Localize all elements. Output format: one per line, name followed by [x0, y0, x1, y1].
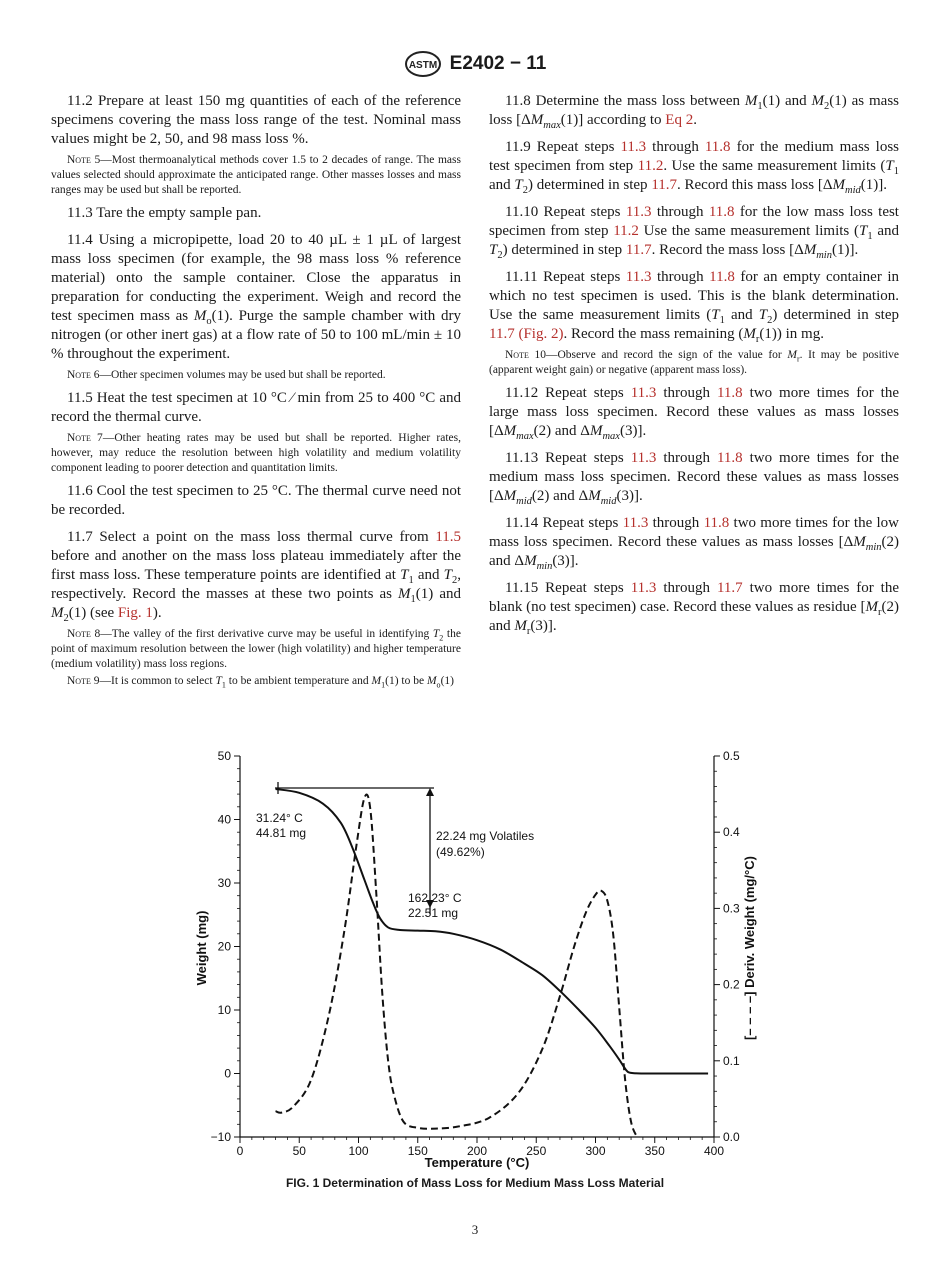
para-11-2: 11.2 Prepare at least 150 mg quantities of each of the reference specimens covering the mass loss range of the test. Nominal mass values might be 2, 50, and 98 mass loss %. — [51, 93, 462, 147]
note-9: Note 9—It is common to select $T_1$ to be ambient temperature and $M_1(1)$ to be $M_o(1)$ — [67, 675, 454, 690]
right-column — [489, 92, 899, 644]
link-11-8[interactable]: 11.8 — [716, 450, 743, 466]
x-tick-label: 400 — [703, 1144, 725, 1158]
link-11-7[interactable]: 11.7 — [716, 580, 743, 596]
link-11-3[interactable]: 11.3 — [630, 580, 657, 596]
link-11-3[interactable]: 11.3 — [630, 450, 657, 466]
link-11-7[interactable]: 11.7 — [651, 177, 678, 193]
link-11-8[interactable]: 11.8 — [716, 385, 743, 401]
x-axis-title: Temperature (°C) — [424, 1155, 530, 1170]
link-11-2[interactable]: 11.2 — [637, 158, 664, 174]
link-11-8[interactable]: 11.8 — [708, 204, 735, 220]
para-11-3: 11.3 Tare the empty sample pan. — [67, 205, 262, 221]
left-column — [51, 92, 461, 695]
y-axis-title: Weight (mg) — [194, 910, 209, 986]
chart-axes — [240, 756, 714, 1137]
para-11-7: 11.7 Select a point on the mass loss thermal curve from 11.5 before and another on the mass loss plateau immediately after the first mass loss. These temperature points are identified at $T_1$ and $T_2$, respectively. Record the masses at these two points as $M_1(1)$ and $M_2(1)$ (see Fig. 1). — [51, 529, 462, 624]
annot-end-mass: 22.51 mg — [408, 906, 459, 920]
link-11-8[interactable]: 11.8 — [703, 515, 730, 531]
page-header — [0, 50, 950, 78]
y-tick-label: 20 — [217, 939, 231, 954]
y-tick-label: 10 — [217, 1003, 231, 1017]
link-11-5[interactable]: 11.5 — [435, 529, 462, 545]
volatiles-arrow-up — [426, 788, 434, 796]
y-tick-label: 0 — [224, 1066, 231, 1081]
note-5: Note 5—Most thermoanalytical methods cover 1.5 to 2 decades of range. The mass values selected should approximate the anticipated range. Other masses losses and mass ranges may be used but shall be reported. — [51, 154, 461, 196]
para-11-11: 11.11 Repeat steps 11.3 through 11.8 for an empty container in which no test specimen is used. This is the blank determination. Use the same measurement limits ($T_1$ and $T_2$) determined in step 11.7 (Fig. 2). Record the mass remaining $(M_r(1))$ in mg. — [489, 269, 899, 345]
logo-text: ASTM — [408, 60, 437, 71]
para-11-5: 11.5 Heat the test specimen at 10 °C ⁄ min from 25 to 400 °C and record the thermal curve. — [51, 390, 462, 425]
para-11-10: 11.10 Repeat steps 11.3 through 11.8 for the low mass loss test specimen from step 11.2 Use the same measurement limits ($T_1$ and $T_2$) determined in step 11.7. Record the mass loss $[\Delta M_{min}(1)]$. — [489, 204, 899, 261]
note-10: Note 10—Observe and record the sign of the value for $M_r$. It may be positive (apparent weight gain) or negative (apparent mass loss). — [489, 349, 900, 376]
link-11-3[interactable]: 11.3 — [630, 385, 657, 401]
standard-designation: E2402 − 11 — [449, 53, 547, 74]
x-tick-label: 250 — [526, 1144, 547, 1158]
page-number: 3 — [471, 1222, 479, 1237]
link-11-7[interactable]: 11.7 — [489, 326, 515, 342]
para-11-9: 11.9 Repeat steps 11.3 through 11.8 for the medium mass loss test specimen from step 11.2. Use the same measurement limits ($T_1$ and $T_2$) determined in step 11.7. Record this mass loss $[\Delta M_{mid}(1)]$. — [489, 139, 900, 196]
para-11-15: 11.15 Repeat steps 11.3 through 11.7 two more times for the blank (no test specimen) case. Record these values as residue [$M_r(2)$ and $M_r(3)$]. — [489, 580, 900, 637]
x-tick-label: 50 — [292, 1144, 306, 1158]
x-tick-label: 350 — [644, 1144, 665, 1158]
annot-start-temp: 31.24° C — [256, 811, 303, 825]
annot-end-temp: 162.23° C — [408, 891, 462, 905]
link-fig-1[interactable]: Fig. 1 — [117, 605, 153, 621]
annot-start-mass: 44.81 mg — [256, 826, 307, 840]
annot-volatiles-pct: (49.62%) — [436, 845, 485, 859]
link-11-8[interactable]: 11.8 — [709, 269, 735, 285]
y2-tick-label: 0.3 — [723, 901, 740, 916]
x-tick-label: 200 — [466, 1144, 488, 1158]
link-eq-2[interactable]: Eq 2 — [665, 112, 694, 128]
para-11-8: 11.8 Determine the mass loss between $M_1(1)$ and $M_2(1)$ as mass loss $[\Delta M_{max}(1)]$ according to Eq 2. — [489, 93, 899, 131]
note-7: Note 7—Other heating rates may be used but shall be reported. Higher rates, however, may reduce the resolution between high volatility and medium volatility component leading to poorer detection and quantitation limits. — [51, 432, 461, 474]
para-11-12: 11.12 Repeat steps 11.3 through 11.8 two more times for the large mass loss specimen. Record these values as mass losses [$\Delta M_{max}(2)$ and $\Delta M_{max}(3)$]. — [489, 385, 900, 442]
y2-axis-title: [– – – –] Deriv. Weight (mg/°C) — [742, 856, 757, 1040]
y-tick-label: −10 — [210, 1130, 231, 1144]
y-tick-label: 50 — [217, 749, 231, 763]
y2-tick-label: 0.2 — [723, 977, 740, 992]
para-11-13: 11.13 Repeat steps 11.3 through 11.8 two more times for the medium mass loss specimen. Record these values as mass losses [$\Delta M_{mid}(2)$ and $\Delta M_{mid}(3)$]. — [489, 450, 900, 507]
x-tick-label: 0 — [236, 1144, 244, 1158]
x-tick-label: 300 — [585, 1144, 606, 1158]
link-11-7[interactable]: 11.7 — [625, 242, 652, 258]
link-11-3[interactable]: 11.3 — [625, 269, 652, 285]
y2-tick-label: 0.1 — [723, 1053, 740, 1068]
figure-1 — [180, 740, 780, 1170]
x-tick-label: 100 — [348, 1144, 369, 1158]
para-11-14: 11.14 Repeat steps 11.3 through 11.8 two more times for the low mass loss specimen. Record these values as mass losses [$\Delta M_{min}(2)$ and $\Delta M_{min}(3)$]. — [489, 515, 899, 572]
link-11-3[interactable]: 11.3 — [625, 204, 652, 220]
note-8: Note 8—The valley of the first derivative curve may be useful in identifying $T_2$ the point of maximum resolution between the lower (high volatility) and higher temperature (medium volatility) mass loss regions. — [51, 628, 461, 670]
annot-volatiles: 22.24 mg Volatiles — [436, 829, 535, 843]
link-11-8[interactable]: 11.8 — [704, 139, 731, 155]
para-11-4: 11.4 Using a micropipette, load 20 to 40 µL ± 1 µL of largest mass loss specimen (for example, the 98 mass loss % reference material) onto the sample container. Close the apparatus in preparation for conducting the experiment. Weigh and record the test specimen mass as $M_o(1)$. Purge the sample chamber with dry nitrogen (or other inert gas) at a flow rate of 50 to 100 mL/min ± 10 % throughout the experiment. — [51, 232, 462, 362]
para-11-6: 11.6 Cool the test specimen to 25 °C. The thermal curve need not be recorded. — [51, 483, 461, 518]
astm-logo — [404, 50, 442, 78]
link-11-2[interactable]: 11.2 — [613, 223, 639, 239]
note-6: Note 6—Other specimen volumes may be used but shall be reported. — [67, 369, 386, 381]
link-fig-2[interactable]: (Fig. 2) — [518, 326, 564, 342]
chart-annotations — [256, 782, 534, 920]
y2-tick-label: 0.5 — [723, 749, 740, 763]
x-tick-label: 150 — [407, 1144, 428, 1158]
y-tick-label: 40 — [217, 812, 231, 827]
figure-caption: FIG. 1 Determination of Mass Loss for Medium Mass Loss Material — [285, 1176, 665, 1190]
link-11-3[interactable]: 11.3 — [622, 515, 649, 531]
link-11-3[interactable]: 11.3 — [620, 139, 647, 155]
y2-tick-label: 0.0 — [723, 1130, 740, 1144]
y2-tick-label: 0.4 — [723, 825, 740, 840]
mass-loss-chart — [180, 740, 780, 1170]
y-tick-label: 30 — [217, 876, 231, 890]
